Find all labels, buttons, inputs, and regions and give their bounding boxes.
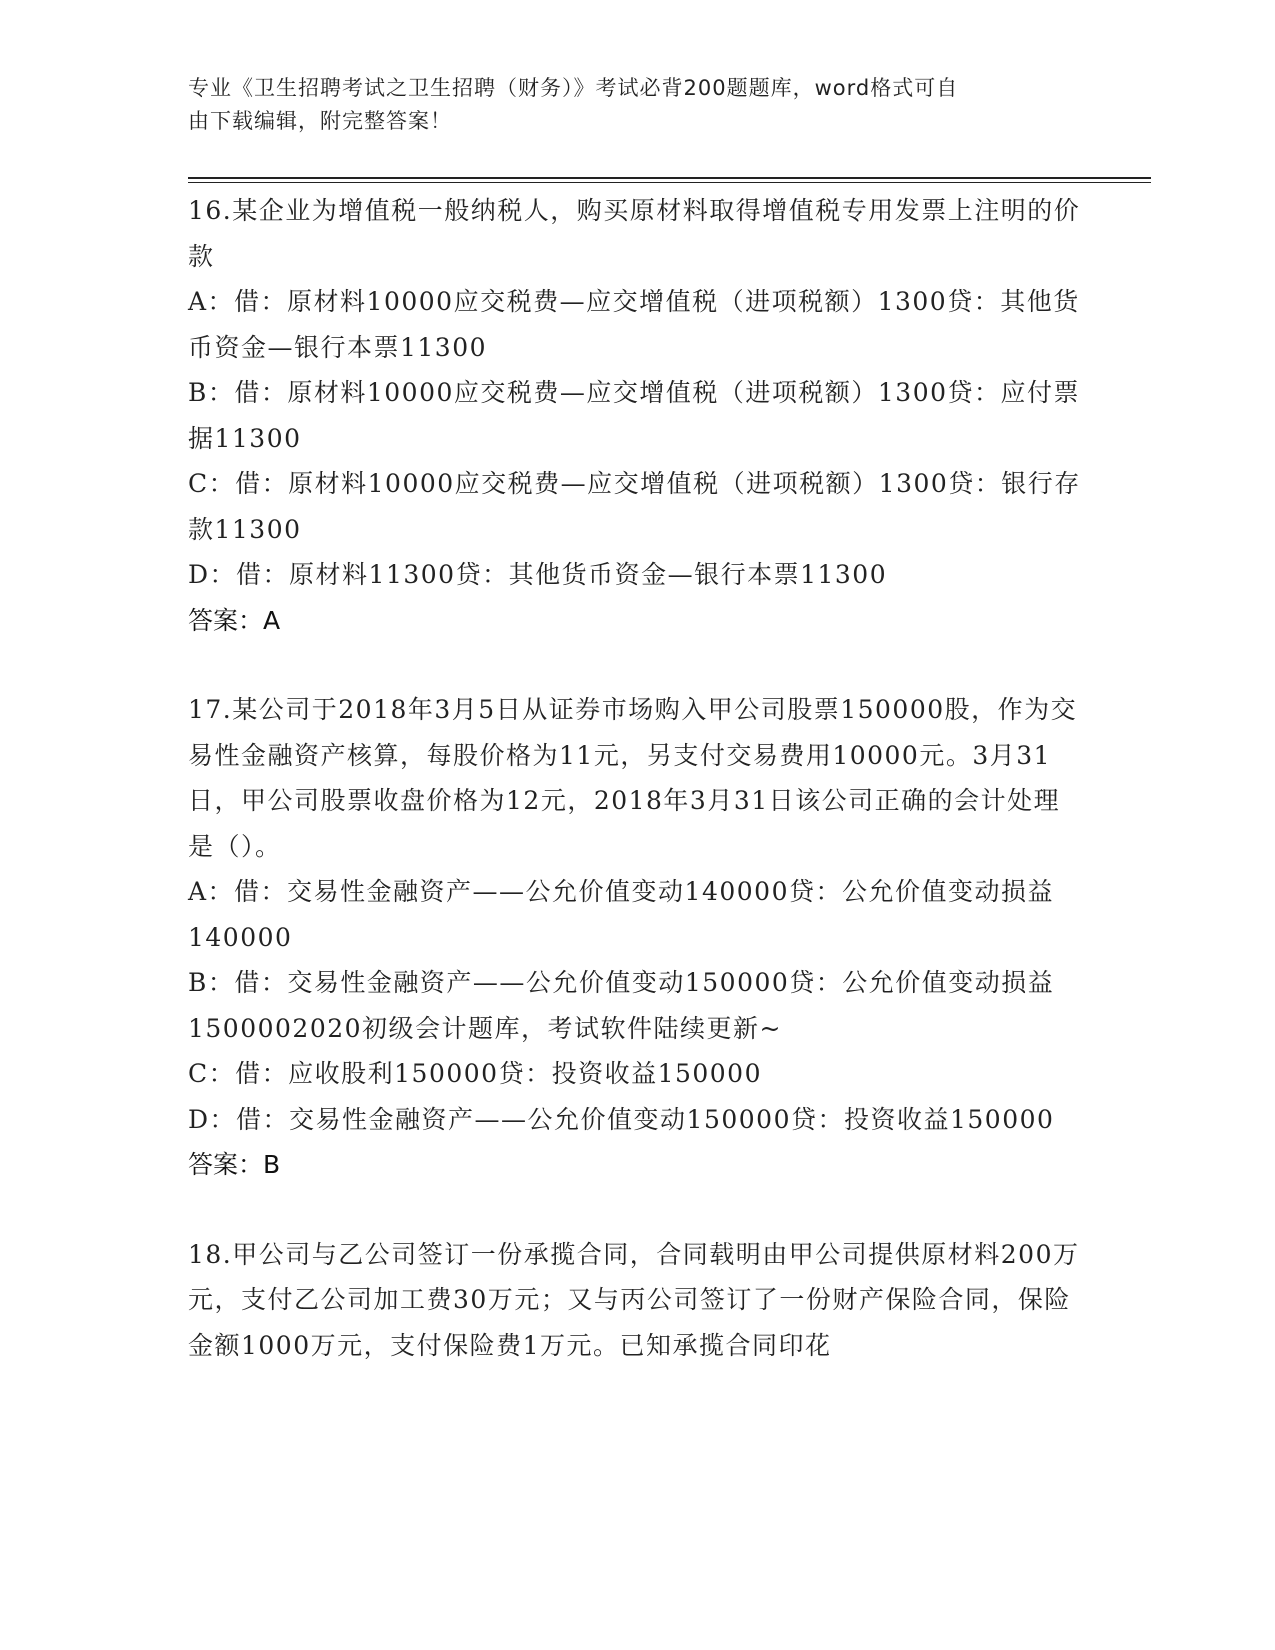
option-d: D：借：原材料11300贷：其他货币资金—银行本票11300	[188, 560, 888, 589]
question-stem: 18.甲公司与乙公司签订一份承揽合同，合同载明由甲公司提供原材料200万元，支付乙公司加工费30万元；又与丙公司签订了一份财产保险合同，保险金额1000万元，支付保险费1万元。已知承揽合同印花	[188, 1239, 1080, 1360]
question-16	[188, 188, 1083, 643]
document-header	[188, 72, 1068, 138]
header-divider-thin	[188, 182, 1151, 183]
question-list	[188, 188, 1083, 1412]
option-a: A：借：交易性金融资产——公允价值变动140000贷：公允价值变动损益140000	[188, 877, 1054, 952]
question-18	[188, 1232, 1083, 1369]
question-17	[188, 687, 1083, 1188]
question-stem: 16.某企业为增值税一般纳税人，购买原材料取得增值税专用发票上注明的价款	[188, 196, 1081, 271]
header-divider-thick	[188, 177, 1151, 179]
option-c: C：借：应收股利150000贷：投资收益150000	[188, 1059, 762, 1088]
header-line-2: 由下载编辑，附完整答案！	[188, 109, 452, 133]
question-stem: 17.某公司于2018年3月5日从证券市场购入甲公司股票150000股，作为交易性金融资产核算，每股价格为11元，另支付交易费用10000元。3月31日，甲公司股票收盘价格为12元，2018年3月31日该公司正确的会计处理是（）。	[188, 695, 1078, 861]
option-a: A：借：原材料10000应交税费—应交增值税（进项税额）1300贷：其他货币资金—银行本票11300	[188, 287, 1080, 362]
answer-label: 答案：B	[188, 1150, 281, 1179]
header-line-1: 专业《卫生招聘考试之卫生招聘（财务）》考试必背200题题库，word格式可自	[188, 76, 959, 100]
option-b: B：借：交易性金融资产——公允价值变动150000贷：公允价值变动损益1500002020初级会计题库，考试软件陆续更新~	[188, 968, 1055, 1043]
answer-label: 答案：A	[188, 605, 281, 635]
option-b: B：借：原材料10000应交税费—应交增值税（进项税额）1300贷：应付票据11300	[188, 378, 1081, 453]
option-c: C：借：原材料10000应交税费—应交增值税（进项税额）1300贷：银行存款11300	[188, 469, 1081, 544]
option-d: D：借：交易性金融资产——公允价值变动150000贷：投资收益150000	[188, 1104, 1055, 1134]
